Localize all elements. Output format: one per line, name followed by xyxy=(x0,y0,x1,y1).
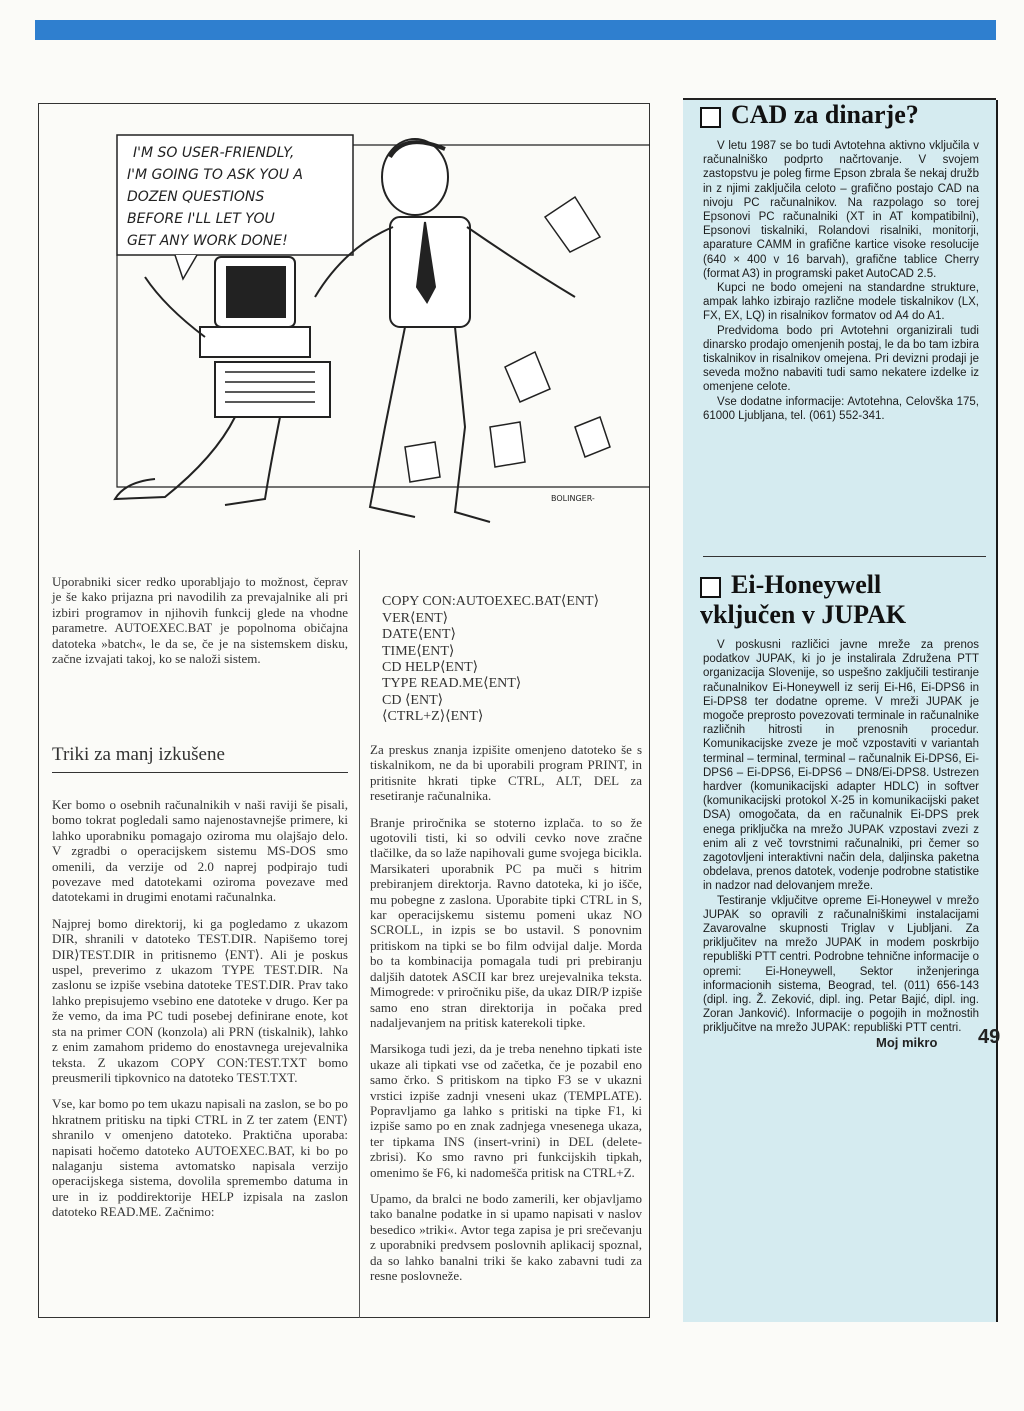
code-line: VER⟨ENT⟩ xyxy=(382,610,449,626)
column-divider xyxy=(359,550,360,1318)
speech-line-1: I'M SO USER-FRIENDLY, xyxy=(133,145,295,161)
cartoon-illustration xyxy=(105,127,650,539)
section-heading: Triki za manj izkušene xyxy=(52,744,348,773)
ei-paragraph-1: V poskusni različici javne mreže za prenos podatkov JUPAK, ki jo je instalirala Združena PTT organizacija Slovenije, so uspešno zaključili testiranje računalnikov Ei-Honeywell iz serij Ei-H6, Ei-DPS6 in Ei-DPS8 ter dodatne opreme. V mreži JUPAK je mogoče preprosto povezovati terminale in računalnike različnih hitrosti in prenosnih procedur. Komunikacijske zveze je moč vzpostaviti v variantah terminal – terminal, terminal – računalnik Ei-DPS6, Ei-DPS6 – Ei-DPS6, Ei-DPS6 – DN8/Ei-DPS8. Ustrezen hardver (komunikacijski adapter HDLC) in softver (komunikacijski protokol X-25 in komunikacijski paket DSA) omogočata, da en računalnik Ei-DPS prek enega priključka na mrežo JUPAK vzpostavi zvezi z enim ali z več tovrstnimi računalniki, pri čemer so zagotovljeni interaktivni način dela, daljinska paketna obdelava, prenos datotek, vodenje podrobne statistike in nadzor nad delovanjem mreže. xyxy=(703,639,979,893)
checkbox-square-icon xyxy=(700,577,721,598)
code-line: COPY CON:AUTOEXEC.BAT⟨ENT⟩ xyxy=(382,594,600,610)
cad-title xyxy=(700,100,919,130)
ei-article xyxy=(703,638,979,1036)
left-paragraph-3: Vse, kar bomo po tem ukazu napisali na zaslon, se bo po hkratnem pritisku na tipki CTRL in Z ter zatem ⟨ENT⟩ shranilo v omenjeno datoteko. Praktična uporaba: napisati hočemo datoteko AUTOEXEC.BAT, ki bo po nalaganju sistema avtomatsko napisala verzijo operacijskega sistema, dovolila spremembo datuma in ure in iz poddirektorije HELP izpisala na zaslon datoteko READ.ME. Začnimo: xyxy=(52,1096,348,1220)
man-character xyxy=(315,139,575,522)
magazine-name: Moj mikro xyxy=(876,1035,938,1050)
right-column xyxy=(370,742,642,1294)
code-line: CD ⟨ENT⟩ xyxy=(382,692,444,708)
intro-paragraph: Uporabniki sicer redko uporabljajo to možnost, čeprav je še kako prijazna pri navodilih za prevajalnike ali pri izbiri programov in njihovih funkcij glede na vhodne parametre. AUTOEXEC.BAT je popolnoma običajna datoteka »batch«, le da se, če je na sistemskem disku, začne izvajati takoj, ko se naloži sistem. xyxy=(52,574,348,667)
code-line: CD HELP⟨ENT⟩ xyxy=(382,660,479,676)
computer-character xyxy=(115,257,330,505)
left-paragraph-2: Najprej bomo direktorij, ki ga pogledamo z ukazom DIR, shranili v datoteko TEST.DIR. Napišemo torej DIR⟩TEST.DIR in pritisnemo ⟨ENT⟩. Ali je poskus uspel, preverimo z ukazom TYPE TEST.DIR. Na zaslonu se izpiše vsebina datoteke TEST.DIR. Prav tako lahko prepisujemo vsebino ene datoteke v drugo. Ker pa že vemo, da ima PC tudi posebej definirane enote, kot sta na primer CON (konzola) ali PRN (tiskalnik), lahko z enim zamahom pridemo do enostavnega urejevalnika teksta. Z ukazom COPY CON:TEST.TXT bomo preusmerili tipkovnico na datoteko TEST.TXT. xyxy=(52,915,348,1085)
code-line: TYPE READ.ME⟨ENT⟩ xyxy=(382,676,522,692)
speech-line-3: DOZEN QUESTIONS xyxy=(127,189,265,205)
right-paragraph-2: Branje priročnika se stoterno izplača. to so že ugotovili tisti, ki so odvili cevko nove zračne tlačilke, da so laže napihovali gume svojega bicikla. Marsikateri uporabnik PC pa muči s hitrim prebiranjem direktorja. Ravno datoteka, ki jo išče, mu pobegne z zaslona. Uporabite tipki CTRL in S, kar operacijskemu sistemu pomeni ukaz NO SCROLL, in izpis se bo ustavil. S ponovnim pritiskom na tipki se bo film odvijal dalje. Morda bo ta kombinacija pomagala tudi pri prebiranju daljših datotek ASCII kar brez urejevalnika teksta. Mimogrede: v priročniku piše, da ukaz DIR/P izpiše samo eno stran direktorija in počaka pred nadaljevanjem na pritisk katerekoli tipke. xyxy=(370,814,642,1030)
speech-line-2: I'M GOING TO ASK YOU A xyxy=(127,167,303,183)
code-line: DATE⟨ENT⟩ xyxy=(382,627,456,643)
code-listing xyxy=(382,578,644,742)
page-number: 49 xyxy=(978,1026,1001,1048)
left-paragraph-1: Ker bomo o osebnih računalnikih v naši raviji še pisali, bomo tokrat pogledali samo najenostavnejše primere, ki lahko uporabniku pomagajo oziroma mu olajšajo delo. V zgradbi o operacijskem sistemu MS-DOS smo omenili, da verzije od 2.0 naprej podpirajo tudi povezave med datotekami oziroma povezave med datotekami in drugimi enotami računalnka. xyxy=(52,797,348,905)
ei-title-line-2: vključen v JUPAK xyxy=(700,600,907,629)
code-line: TIME⟨ENT⟩ xyxy=(382,643,455,659)
speech-line-5: GET ANY WORK DONE! xyxy=(127,233,288,249)
ei-paragraph-2: Testiranje vključitve opreme Ei-Honeywel v mrežo JUPAK so opravili z računalniškimi instalacijami Zavarovalne skupnosti Triglav v Ljubljani. Za priključitev na mrežo JUPAK in modem poskrbijo republiški PTT centri. Podrobne tehnične informacije o opremi: Ei-Honeywell, Sektor inženjeringa informacionih sistema, Beograd, tel. (011) 656-143 (dipl. ing. Ž. Zeković, dipl. ing. Petar Bajić, dipl. ing. Zoran Janković). Informacije o pogojih in možnostih priključitve na mrežo JUPAK: republiški PTT centri. xyxy=(703,894,979,1035)
cad-article xyxy=(703,139,979,423)
intro-text xyxy=(52,574,348,677)
checkbox-square-icon xyxy=(700,107,721,128)
cad-paragraph-2: Kupci ne bodo omejeni na standardne strukture, ampak lahko izbirajo različne modele tiskalnikov (LX, FX, EX, LQ) in risalnikov formatov od A4 do A1. xyxy=(703,282,979,323)
sidebar-edge xyxy=(996,100,998,1322)
right-paragraph-3: Marsikoga tudi jezi, da je treba nenehno tipkati iste ukaze ali tipkati vse od začetka, če je pozabil eno samo črko. S pritiskom na tipko F3 se v ukazni vrstici izpiše zadnji vneseni ukaz (TEMPLATE). Popravljamo ga lahko s pritiski na tipke F1, ki izpiše samo po en znak zadnjega vnesenega ukaza, ter tipkama INS (insert-vrini) in DEL (delete-zbrisi). Ko smo ravno pri funkcijskih tipkah, omenimo še F6, ki nadomešča pritisk na CTRL+Z. xyxy=(370,1041,642,1180)
ei-title-line-1: Ei-Honeywell xyxy=(731,570,882,599)
ei-title xyxy=(700,570,906,630)
right-paragraph-4: Upamo, da bralci ne bodo zamerili, ker objavljamo tako banalne podatke in si upamo napisati v naslov besedico »triki«. Avtor tega zapisa je pri srečevanju z uporabniki predvsem poslovnih aplikacij spoznal, da so lahko banalni triki še kako zabavni tudi za resne poslovneže. xyxy=(370,1190,642,1283)
top-color-bar xyxy=(35,20,996,40)
sidebar-divider xyxy=(703,556,986,557)
code-line: ⟨CTRL+Z⟩⟨ENT⟩ xyxy=(382,709,484,725)
right-paragraph-1: Za preskus znanja izpišite omenjeno datoteko še s tiskalnikom, ne da bi uporabili program PRINT, in pritisnite hkrati tipke CTRL, ALT, DEL za resetiranje računalnika. xyxy=(370,742,642,804)
cad-paragraph-3: Predvidoma bodo pri Avtotehni organizirali tudi dinarsko prodajo omenjenih postaj, le da bo tam izbira tiskalnikov in risalnikov omejena. Pri devizni prodaji je seveda možno nabaviti tudi samo nekatere izdelke iz omenjene celote. xyxy=(703,324,979,394)
cad-title-text: CAD za dinarje? xyxy=(731,100,919,129)
cad-paragraph-1: V letu 1987 se bo tudi Avtotehna aktivno vključila v računalniško podprto načrtovanje. V svojem zastopstvu je poleg firme Epson zbrala še nekaj družb in z njimi zaključila celoto – grafično postajo CAD na nivoju PC računalnikov. Na razpolago so torej Epsonovi PC računalniki (XT in AT kompatibilni), Epsonovi tiskalniki, Rolandovi risalniki, monitorji, aparature CAMM in grafične kartice visoke resolucije (640 × 400 v 16 barvah), grafične tablice Cherry (format A3) in programski paket AutoCAD 2.5. xyxy=(703,140,979,280)
cad-paragraph-4: Vse dodatne informacije: Avtotehna, Celovška 175, 61000 Ljubljana, tel. (061) 552-341. xyxy=(703,395,979,422)
left-column xyxy=(52,797,348,1231)
speech-line-4: BEFORE I'LL LET YOU xyxy=(127,211,275,227)
cartoon-signature: BOLINGER- xyxy=(551,494,595,503)
